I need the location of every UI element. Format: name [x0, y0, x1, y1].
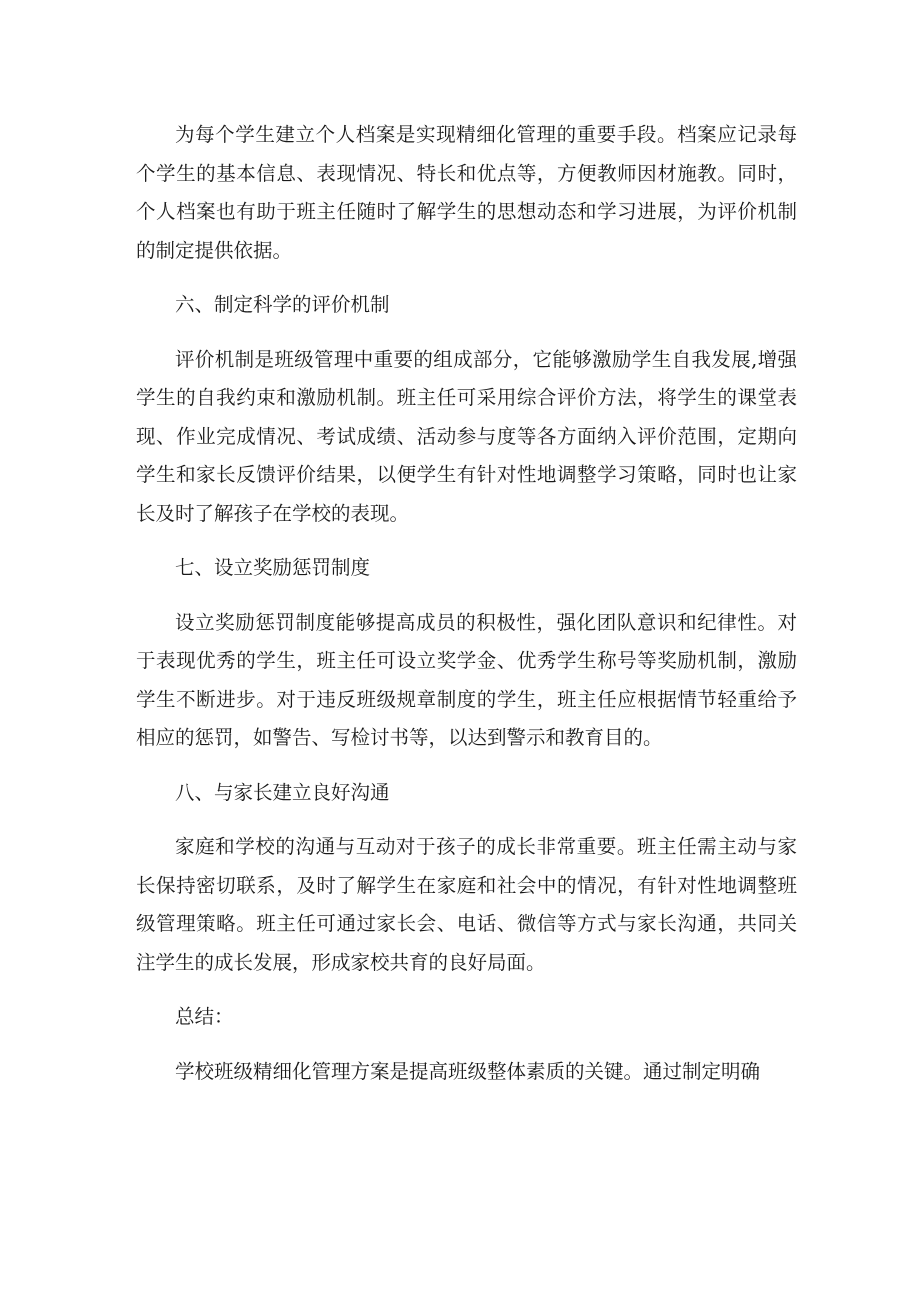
paragraph-summary: 学校班级精细化管理方案是提高班级整体素质的关键。通过制定明确: [175, 1059, 761, 1083]
section-heading-7: 七、设立奖励惩罚制度: [175, 556, 371, 579]
paragraph-parent-communication: 家庭和学校的沟通与互动对于孩子的成长非常重要。班主任需主动与家长保持密切联系，及时了解学生在家庭和社会中的情况，有针对性地调整班级管理策略。班主任可通过家长会、电话、微信等方式与家长沟通，共同关注学生的成长发展，形成家校共育的良好局面。: [136, 835, 797, 974]
paragraph-rewards-penalties: 设立奖励惩罚制度能够提高成员的积极性，强化团队意识和纪律性。对于表现优秀的学生，班主任可设立奖学金、优秀学生称号等奖励机制，激励学生不断进步。对于违反班级规章制度的学生，班主任应根据情节轻重给予相应的惩罚，如警告、写检讨书等，以达到警示和教育目的。: [136, 610, 797, 749]
summary-heading: 总结：: [175, 1005, 234, 1028]
section-heading-8: 八、与家长建立良好沟通: [175, 780, 390, 804]
paragraph-personal-archives: 为每个学生建立个人档案是实现精细化管理的重要手段。档案应记录每个学生的基本信息、表现情况、特长和优点等，方便教师因材施教。同时，个人档案也有助于班主任随时了解学生的思想动态和学习进展，为评价机制的制定提供依据。: [136, 123, 797, 262]
paragraph-evaluation: 评价机制是班级管理中重要的组成部分，它能够激励学生自我发展,增强学生的自我约束和激励机制。班主任可采用综合评价方法，将学生的课堂表现、作业完成情况、考试成绩、活动参与度等各方面纳入评价范围，定期向学生和家长反馈评价结果，以便学生有针对性地调整学习策略，同时也让家长及时了解孩子在学校的表现。: [136, 347, 797, 525]
section-heading-6: 六、制定科学的评价机制: [175, 293, 390, 316]
